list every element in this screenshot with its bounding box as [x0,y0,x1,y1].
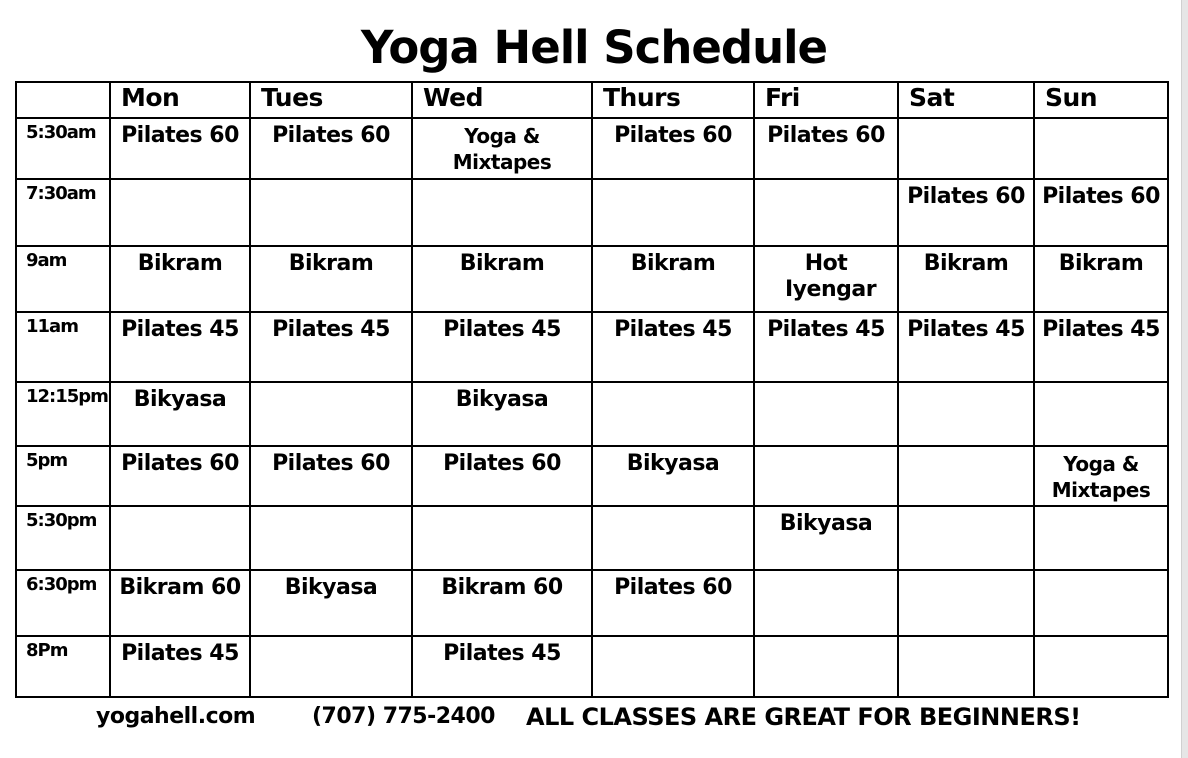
class-cell [110,506,250,570]
day-header-thurs: Thurs [592,82,754,118]
time-cell: 9am [16,246,110,312]
schedule-row [16,570,1168,636]
class-cell [1034,570,1168,636]
class-cell: Yoga & Mixtapes [1034,446,1168,506]
time-cell: 12:15pm [16,382,110,446]
class-cell [898,382,1034,446]
class-cell: Bikram [250,246,412,312]
class-cell: Bikram [1034,246,1168,312]
class-cell: Bikyasa [754,506,898,570]
class-cell [592,179,754,246]
class-cell: Pilates 45 [592,312,754,382]
class-cell: Bikram 60 [412,570,592,636]
class-cell: Bikram [412,246,592,312]
class-cell: Pilates 45 [1034,312,1168,382]
page-edge [1181,0,1188,758]
class-cell: Hot Iyengar [754,246,898,312]
class-cell: Pilates 45 [898,312,1034,382]
schedule-row [16,246,1168,312]
class-cell: Bikram 60 [110,570,250,636]
class-cell [250,506,412,570]
class-cell: Pilates 60 [110,118,250,179]
class-cell: Pilates 60 [592,570,754,636]
beginners-tagline: ALL CLASSES ARE GREAT FOR BEGINNERS! [526,703,1081,731]
day-header-fri: Fri [754,82,898,118]
time-cell: 7:30am [16,179,110,246]
class-cell [754,446,898,506]
schedule-row [16,312,1168,382]
schedule-row [16,382,1168,446]
class-cell [898,570,1034,636]
schedule-row [16,118,1168,179]
class-cell [110,179,250,246]
class-cell: Bikyasa [250,570,412,636]
class-cell [898,446,1034,506]
class-cell [1034,636,1168,697]
class-cell: Pilates 60 [110,446,250,506]
class-cell: Pilates 60 [1034,179,1168,246]
class-cell [898,636,1034,697]
class-cell: Yoga & Mixtapes [412,118,592,179]
schedule-row [16,446,1168,506]
day-header-mon: Mon [110,82,250,118]
class-cell: Pilates 45 [110,636,250,697]
time-cell: 8Pm [16,636,110,697]
class-cell: Bikyasa [412,382,592,446]
class-cell: Bikram [898,246,1034,312]
time-cell: 5:30pm [16,506,110,570]
schedule-row [16,636,1168,697]
class-cell [1034,382,1168,446]
class-cell: Pilates 45 [412,636,592,697]
class-cell: Pilates 60 [250,118,412,179]
class-cell: Pilates 45 [754,312,898,382]
day-header-sun: Sun [1034,82,1168,118]
website-text: yogahell.com [96,704,256,729]
class-cell [898,506,1034,570]
class-cell [412,506,592,570]
class-cell: Pilates 45 [412,312,592,382]
class-cell: Bikyasa [110,382,250,446]
class-cell: Pilates 60 [412,446,592,506]
day-header-sat: Sat [898,82,1034,118]
class-cell: Pilates 60 [592,118,754,179]
day-header-tues: Tues [250,82,412,118]
class-cell [898,118,1034,179]
class-cell [412,179,592,246]
class-cell: Pilates 45 [110,312,250,382]
footer [0,699,1188,735]
class-cell [250,382,412,446]
class-cell [754,382,898,446]
class-cell [592,636,754,697]
corner-cell [16,82,110,118]
class-cell [250,179,412,246]
class-cell [754,570,898,636]
time-cell: 5:30am [16,118,110,179]
class-cell [250,636,412,697]
class-cell [1034,118,1168,179]
time-cell: 5pm [16,446,110,506]
class-cell [754,179,898,246]
class-cell: Pilates 60 [250,446,412,506]
class-cell: Bikram [592,246,754,312]
page-title: Yoga Hell Schedule [360,21,828,74]
day-header-wed: Wed [412,82,592,118]
phone-number: (707) 775-2400 [312,704,495,729]
class-cell [754,636,898,697]
time-cell: 6:30pm [16,570,110,636]
class-cell [592,506,754,570]
class-cell [592,382,754,446]
class-cell [1034,506,1168,570]
schedule-table [15,81,1169,698]
schedule-row [16,506,1168,570]
class-cell: Pilates 60 [754,118,898,179]
schedule-row [16,179,1168,246]
class-cell: Pilates 45 [250,312,412,382]
class-cell: Bikyasa [592,446,754,506]
time-cell: 11am [16,312,110,382]
header-row [16,82,1168,118]
class-cell: Bikram [110,246,250,312]
class-cell: Pilates 60 [898,179,1034,246]
